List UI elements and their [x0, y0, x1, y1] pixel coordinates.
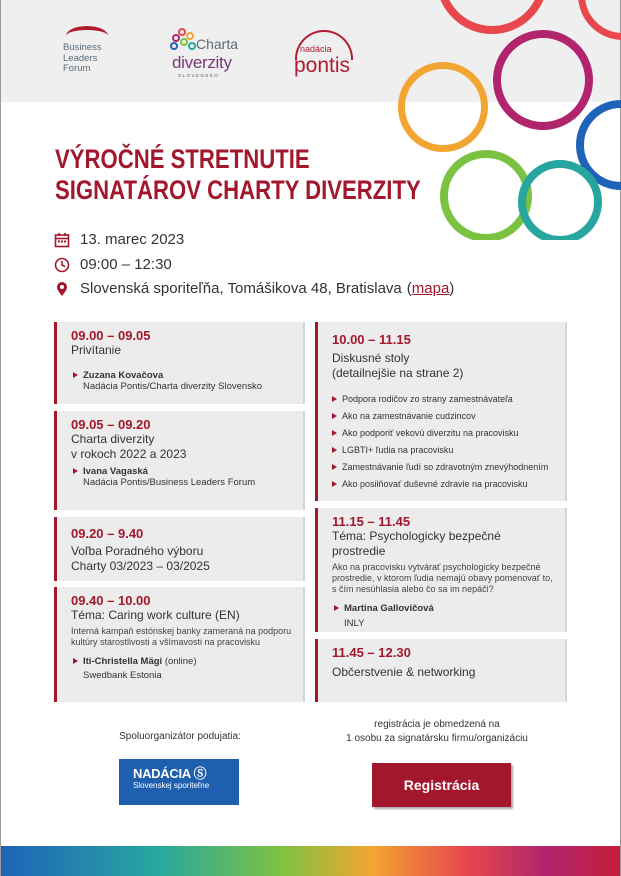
- map-pin-icon: [54, 281, 70, 297]
- map-paren-close: ): [449, 280, 455, 297]
- program-title: Občerstvenie & networking: [332, 665, 476, 679]
- list-item: Zamestnávanie ľudí so zdravotným znevýhodnením: [332, 459, 555, 476]
- event-time: [54, 256, 172, 273]
- charta-dots-icon: [170, 28, 198, 54]
- program-title: Téma: Caring work culture (EN): [71, 608, 240, 622]
- program-card-0920: [54, 411, 305, 510]
- program-time: 09.00 – 09.05: [71, 328, 151, 343]
- program-org: Nadácia Pontis/Charta diverzity Slovensko: [83, 381, 263, 392]
- program-title: Diskusné stoly: [332, 351, 410, 365]
- sporitelna-s-icon: Ⓢ: [193, 766, 207, 781]
- program-description: Interná kampaň estónskej banky zameraná na podporu kultúry starostlivosti a všímavosti na pracovisku: [71, 626, 292, 647]
- business-leaders-forum-logo: [60, 26, 130, 84]
- program-title-2: v rokoch 2022 a 2023: [71, 447, 187, 461]
- program-card-0940: [54, 517, 305, 581]
- registration-note: [322, 718, 552, 746]
- nadacia-slovenskej-sporitelne-logo: [119, 759, 239, 805]
- list-item: Ako na zamestnávanie cudzincov: [332, 408, 555, 425]
- registration-button[interactable]: Registrácia: [372, 763, 511, 807]
- event-location: [54, 280, 454, 297]
- program-card-1115: [315, 322, 567, 501]
- program-speaker: Ivana Vagaská: [71, 466, 293, 477]
- ring-pink-icon: [578, 0, 621, 40]
- program-org: INLY: [344, 618, 365, 629]
- list-item: Ako podporiť vekovú diverzitu na pracovisku: [332, 425, 555, 442]
- charta-logo-line1: Charta: [196, 36, 239, 52]
- coorganizer-label: Spoluorganizátor podujatia:: [119, 731, 241, 742]
- decorative-rings: [388, 0, 621, 240]
- ring-purple-icon: [493, 30, 593, 130]
- event-time-text: 09:00 – 12:30: [80, 256, 172, 273]
- program-time: 11.15 – 11.45: [332, 514, 411, 529]
- pontis-logo-line2: pontis: [294, 54, 351, 77]
- event-title-line1: VÝROČNÉ STRETNUTIE: [55, 144, 310, 174]
- event-title: [55, 144, 421, 206]
- list-item: Podpora rodičov zo strany zamestnávateľa: [332, 391, 555, 408]
- program-time: 09.05 – 09.20: [71, 417, 151, 432]
- speaker-note: (online): [162, 656, 197, 667]
- program-title: Privítanie: [71, 343, 122, 357]
- program-description: Ako na pracovisku vytvárať psychologicky bezpečné prostredie, v ktorom ľudia nemajú obavy pomenovať to, s čím nesúhlasia alebo čo sa im nepáči?: [332, 562, 553, 594]
- ring-teal-icon: [518, 160, 602, 240]
- blf-logo-text: Business Leaders Forum: [63, 42, 102, 74]
- event-title-line2: SIGNATÁROV CHARTY DIVERZITY: [55, 175, 421, 205]
- program-time: 09.20 – 9.40: [71, 526, 144, 541]
- program-card-1000: [54, 587, 305, 702]
- program-speaker: Martina Gallovičová: [332, 603, 555, 614]
- program-title-2: Charty 03/2023 – 03/2025: [71, 559, 210, 573]
- program-speaker: [71, 656, 293, 667]
- program-card-0905: [54, 322, 305, 404]
- ring-orange-icon: [398, 62, 488, 152]
- list-item: Ako posilňovať duševné zdravie na pracovisku: [332, 476, 555, 493]
- rainbow-footer-bar: [1, 846, 620, 876]
- charta-diverzity-logo: [170, 26, 250, 81]
- program-title: Voľba Poradného výboru: [71, 544, 204, 558]
- registration-note-line1: registrácia je obmedzená na: [374, 719, 500, 730]
- nadacia-logo-line1: NADÁCIA Ⓢ: [133, 766, 207, 781]
- program-title: Téma: Psychologicky bezpečné prostredie: [332, 529, 501, 558]
- charta-logo-line3: SLOVENSKO: [178, 73, 220, 78]
- discussion-topics-list: [332, 391, 555, 493]
- event-date: [54, 231, 184, 248]
- program-org: Swedbank Estonia: [83, 670, 162, 681]
- map-link[interactable]: mapa: [411, 280, 450, 297]
- nadacia-logo-line2: Slovenskej sporiteľne: [133, 781, 210, 790]
- registration-note-line2: 1 osobu za signatársku firmu/organizáciu: [346, 733, 528, 744]
- program-org: Nadácia Pontis/Business Leaders Forum: [83, 477, 256, 488]
- event-location-text: Slovenská sporiteľňa, Tomášikova 48, Bratislava: [80, 280, 402, 297]
- list-item: LGBTI+ ľudia na pracovisku: [332, 442, 555, 459]
- speaker-name: Iti-Christella Mägi: [83, 656, 163, 667]
- charta-logo-line2: diverzity: [172, 53, 232, 72]
- program-card-1145: [315, 508, 567, 632]
- program-time: 11.45 – 12.30: [332, 645, 411, 660]
- program-card-1230: [315, 639, 567, 702]
- program-title: Charta diverzity: [71, 432, 155, 446]
- clock-icon: [54, 257, 70, 273]
- program-speaker: Zuzana Kovačova: [71, 370, 293, 381]
- pontis-logo-line1: nadácia: [300, 44, 332, 54]
- program-title-2: (detailnejšie na strane 2): [332, 366, 464, 380]
- map-paren-open: (: [406, 280, 412, 297]
- nadacia-pontis-logo: [292, 26, 362, 81]
- event-date-text: 13. marec 2023: [80, 231, 185, 248]
- program-time: 10.00 – 11.15: [332, 332, 411, 347]
- ring-red-icon: [436, 0, 548, 34]
- calendar-icon: [54, 232, 70, 248]
- program-time: 09.40 – 10.00: [71, 593, 151, 608]
